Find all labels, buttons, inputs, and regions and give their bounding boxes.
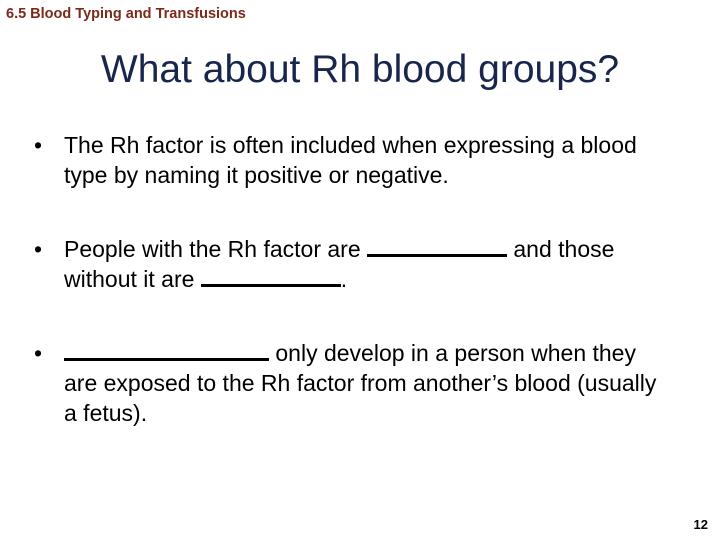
bullet-item [34, 234, 674, 294]
bullet-text: and those without it are [64, 236, 615, 292]
bullet-text: only develop in a person when they are exposed to the Rh factor from another’s blood (usually a fetus). [64, 340, 657, 426]
fill-in-blank [367, 235, 507, 257]
bullet-marker: • [34, 236, 43, 262]
page-number: 12 [693, 517, 708, 532]
fill-in-blank [201, 265, 341, 287]
bullet-marker: • [34, 340, 43, 366]
bullet-list [34, 130, 674, 428]
slide-title: What about Rh blood groups? [100, 48, 620, 91]
bullet-marker: • [34, 132, 43, 158]
section-header: 6.5 Blood Typing and Transfusions [6, 6, 246, 22]
bullet-text: People with the Rh factor are [64, 236, 361, 262]
bullet-text: The Rh factor is often included when expressing a blood type by naming it positive or negative. [64, 132, 637, 188]
bullet-item [34, 130, 674, 190]
bullet-item [34, 338, 674, 428]
fill-in-blank [64, 339, 269, 361]
bullet-text-end: . [340, 266, 348, 292]
